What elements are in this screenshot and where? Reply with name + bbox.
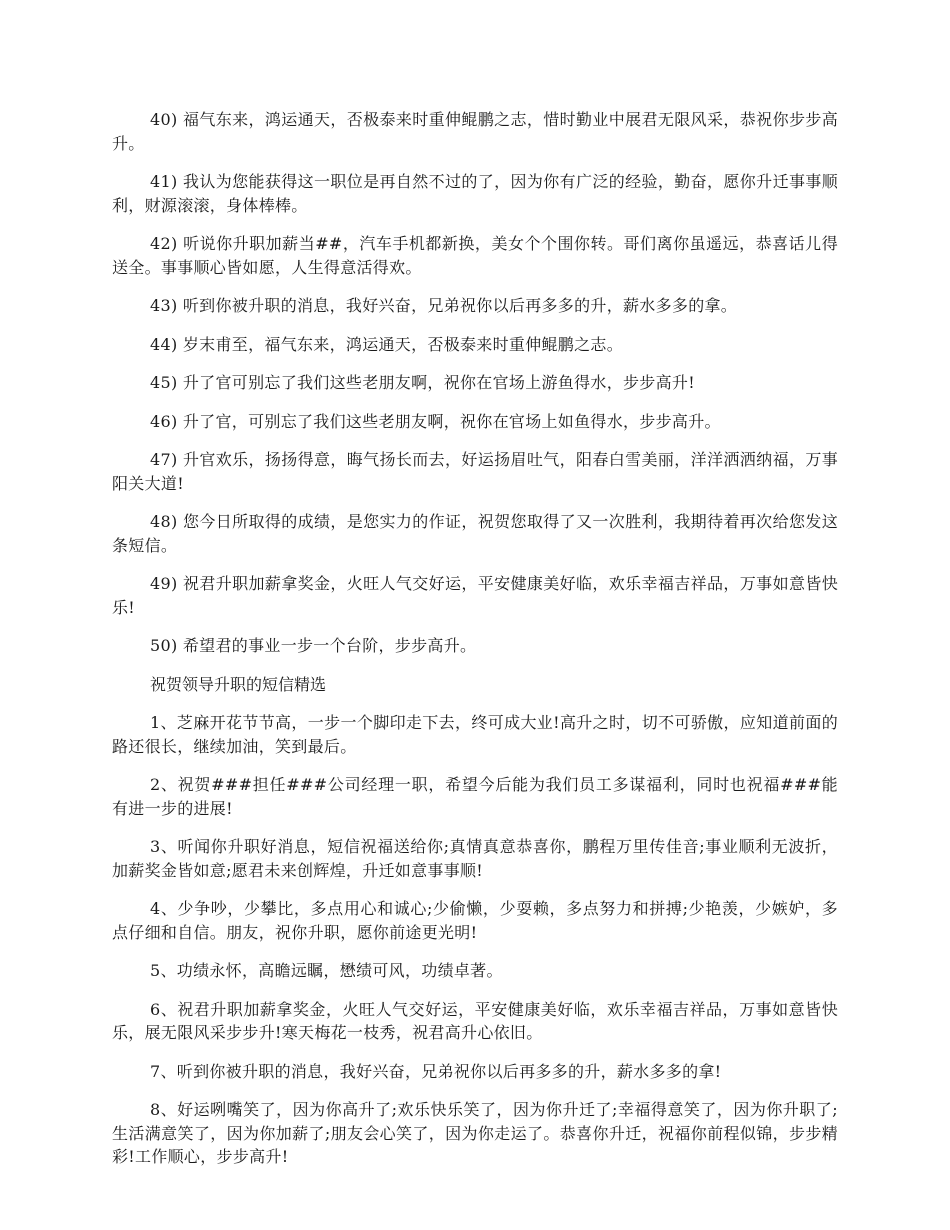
list-item-3: 3、听闻你升职好消息，短信祝福送给你;真情真意恭喜你，鹏程万里传佳音;事业顺利无波折，加薪奖金皆如意;愿君未来创辉煌，升迁如意事事顺! (112, 837, 838, 880)
paragraph-42: 42) 听说你升职加薪当##，汽车手机都新换，美女个个围你转。哥们离你虽遥远，恭喜话儿得送全。事事顺心皆如愿，人生得意活得欢。 (112, 234, 838, 277)
list-item-8: 8、好运咧嘴笑了，因为你高升了;欢乐快乐笑了，因为你升迁了;幸福得意笑了，因为你升职了;生活满意笑了，因为你加薪了;朋友会心笑了，因为你走运了。恭喜你升迁，祝福你前程似锦，步步精彩!工作顺心，步步高升! (112, 1100, 838, 1166)
document-page (112, 108, 838, 1184)
section-heading: 祝贺领导升职的短信精选 (150, 674, 327, 694)
paragraph-41: 41) 我认为您能获得这一职位是再自然不过的了，因为你有广泛的经验，勤奋，愿你升迁事事顺利，财源滚滚，身体棒棒。 (112, 172, 838, 215)
paragraph-45: 45) 升了官可别忘了我们这些老朋友啊，祝你在官场上游鱼得水，步步高升! (150, 373, 695, 392)
paragraph-44: 44) 岁末甫至，福气东来，鸿运通天，否极泰来时重伸鲲鹏之志。 (150, 334, 623, 354)
list-item-2: 2、祝贺###担任###公司经理一职，希望今后能为我们员工多谋福利，同时也祝福###能有进一步的进展! (112, 775, 838, 818)
list-item-1: 1、芝麻开花节节高，一步一个脚印走下去，终可成大业!高升之时，切不可骄傲，应知道前面的路还很长，继续加油，笑到最后。 (112, 713, 838, 756)
paragraph-40: 40) 福气东来，鸿运通天，否极泰来时重伸鲲鹏之志，惜时勤业中展君无限风采，恭祝你步步高升。 (112, 110, 838, 153)
paragraph-50: 50) 希望君的事业一步一个台阶，步步高升。 (150, 636, 477, 655)
paragraph-47: 47) 升官欢乐，扬扬得意，晦气扬长而去，好运扬眉吐气，阳春白雪美丽，洋洋洒洒纳福，万事阳关大道! (112, 450, 838, 493)
list-item-6: 6、祝君升职加薪拿奖金，火旺人气交好运，平安健康美好临，欢乐幸福吉祥品，万事如意皆快乐，展无限风采步步升!寒天梅花一枝秀，祝君高升心依旧。 (112, 999, 838, 1042)
paragraph-48: 48) 您今日所取得的成绩，是您实力的作证，祝贺您取得了又一次胜利，我期待着再次给您发这条短信。 (112, 512, 838, 555)
list-item-4: 4、少争吵，少攀比，多点用心和诚心;少偷懒，少耍赖，多点努力和拼搏;少艳羡，少嫉妒，多点仔细和自信。朋友，祝你升职，愿你前途更光明! (112, 899, 838, 942)
paragraph-43: 43) 听到你被升职的消息，我好兴奋，兄弟祝你以后再多多的升，薪水多多的拿。 (150, 296, 738, 315)
list-item-7: 7、听到你被升职的消息，我好兴奋，兄弟祝你以后再多多的升，薪水多多的拿! (150, 1061, 722, 1081)
paragraph-46: 46) 升了官，可别忘了我们这些老朋友啊，祝你在官场上如鱼得水，步步高升。 (150, 411, 721, 431)
paragraph-49: 49) 祝君升职加薪拿奖金，火旺人气交好运，平安健康美好临，欢乐幸福吉祥品，万事如意皆快乐! (112, 574, 838, 617)
list-item-5: 5、功绩永怀，高瞻远瞩，懋绩可风，功绩卓著。 (150, 961, 503, 980)
